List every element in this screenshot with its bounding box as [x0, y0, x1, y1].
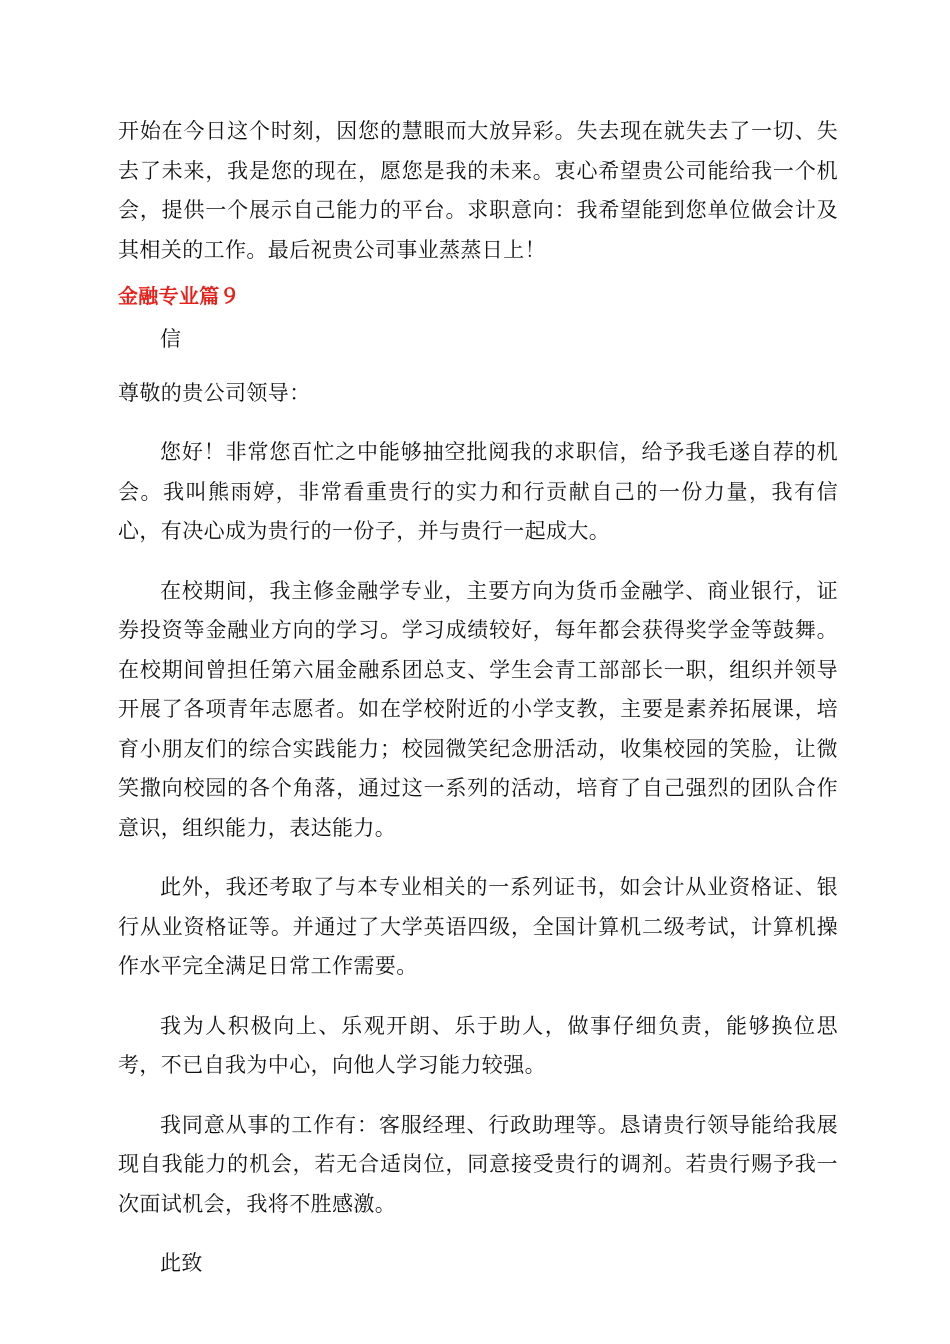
- body-paragraph-5: 我同意从事的工作有：客服经理、行政助理等。恳请贵行领导能给我展现自我能力的机会，若无合适岗位，同意接受贵行的调剂。若贵行赐予我一次面试机会，我将不胜感激。: [118, 1112, 838, 1216]
- body-paragraph-1: 您好！非常您百忙之中能够抽空批阅我的求职信，给予我毛遂自荐的机会。我叫熊雨婷，非常看重贵行的实力和行贡献自己的一份力量，我有信心，有决心成为贵行的一份子，并与贵行一起成大。: [118, 440, 838, 543]
- salutation: 尊敬的贵公司领导：: [118, 380, 311, 405]
- section-heading: 金融专业篇９: [118, 284, 240, 308]
- letter-title: 信: [160, 327, 182, 351]
- body-paragraph-4: 我为人积极向上、乐观开朗、乐于助人，做事仔细负责，能够换位思考，不已自我为中心，向他人学习能力较强。: [118, 1013, 838, 1077]
- closing: 此致: [160, 1251, 203, 1275]
- intro-paragraph: 开始在今日这个时刻，因您的慧眼而大放异彩。失去现在就失去了一切、失去了未来，我是您的现在，愿您是我的未来。衷心希望贵公司能给我一个机会，提供一个展示自己能力的平台。求职意向：我希望能到您单位做会计及其相关的工作。最后祝贵公司事业蒸蒸日上！: [118, 119, 838, 262]
- body-paragraph-2: 在校期间，我主修金融学专业，主要方向为货币金融学、商业银行，证券投资等金融业方向的学习。学习成绩较好，每年都会获得奖学金等鼓舞。在校期间曾担任第六届金融系团总支、学生会青工部部长一职，组织并领导开展了各项青年志愿者。如在学校附近的小学支教，主要是素养拓展课，培育小朋友们的综合实践能力；校园微笑纪念册活动，收集校园的笑脸，让微笑撒向校园的各个角落，通过这一系列的活动，培育了自己强烈的团队合作意识，组织能力，表达能力。: [118, 578, 838, 840]
- document-body: [118, 112, 838, 1284]
- body-paragraph-3: 此外，我还考取了与本专业相关的一系列证书，如会计从业资格证、银行从业资格证等。并通过了大学英语四级，全国计算机二级考试，计算机操作水平完全满足日常工作需要。: [118, 875, 838, 978]
